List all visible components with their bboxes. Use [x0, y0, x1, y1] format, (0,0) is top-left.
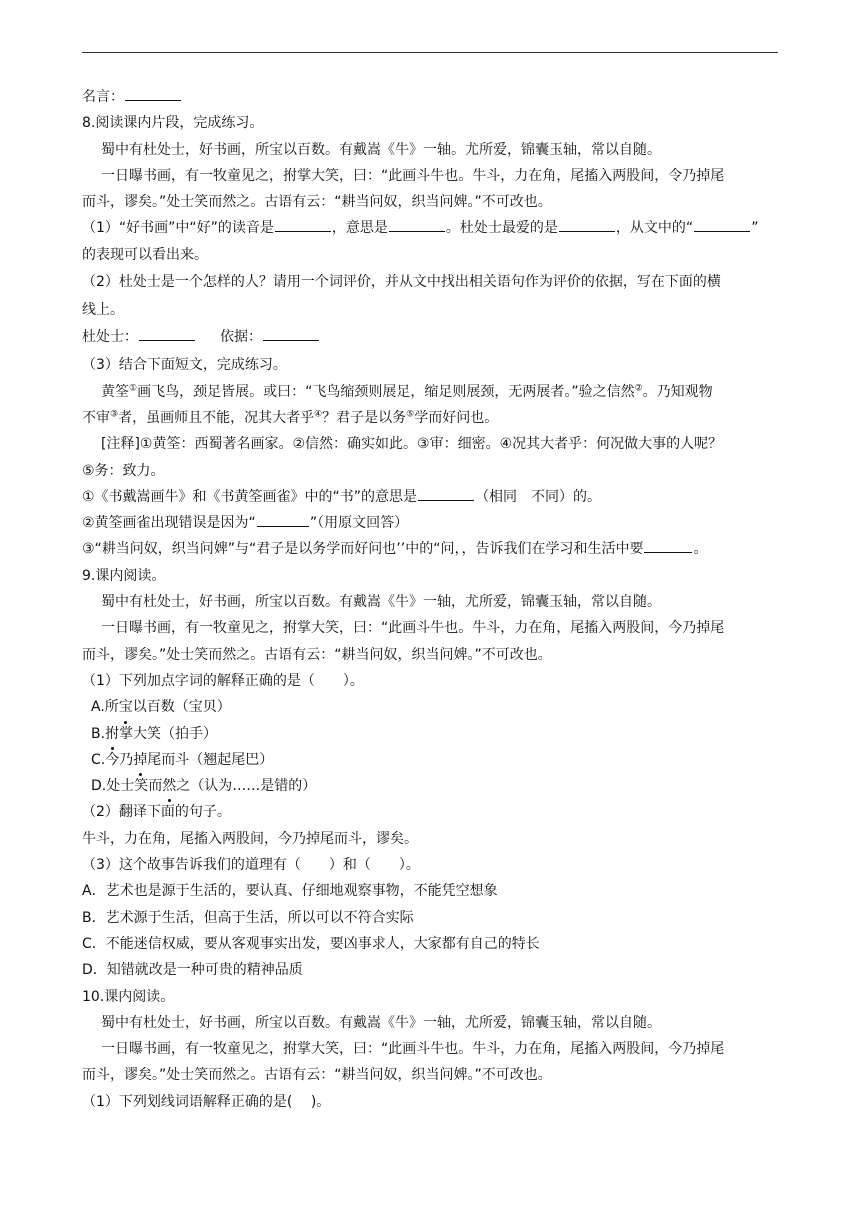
footnote-marker: ②: [634, 383, 643, 394]
option-a[interactable]: A.所宝以百数（宝贝）: [82, 694, 778, 720]
footnote-marker: ③: [110, 409, 119, 420]
answer-blank[interactable]: [263, 325, 319, 341]
footnote-marker: ①: [129, 383, 138, 394]
subquestion-2: （2）翻译下面的句子。: [82, 804, 231, 821]
dotted-char: 拊: [105, 721, 119, 747]
passage-line: 蜀中有杜处士，好书画，所宝以百数。有戴嵩《牛》一轴，尤所爱，锦囊玉轴，常以自随。: [101, 594, 661, 611]
subquestion-1-cont: 的表现可以看出来。: [82, 246, 208, 263]
dotted-char: 然: [162, 773, 176, 799]
answer-blank[interactable]: [125, 85, 181, 101]
option-b[interactable]: B．艺术源于生活，但高于生活，所以可以不符合实际: [82, 909, 414, 926]
option-d[interactable]: D．知错就改是一种可贵的精神品质: [82, 962, 303, 979]
subquestion-1: （1）下列加点字词的解释正确的是（ ）。: [82, 672, 364, 689]
answer-blank[interactable]: [559, 216, 615, 232]
question-title: 10.课内阅读。: [82, 988, 175, 1005]
dotted-char: 宝: [119, 694, 133, 720]
option-b[interactable]: B.拊掌大笑（拍手）: [82, 721, 778, 747]
subquestion-2-answers: 杜处士： 依据：: [82, 323, 778, 352]
subquestion-2: （2）杜处士是一个怎样的人？请用一个词评价，并从文中找出相关语句作为评价的依据，写在下面的横: [82, 274, 721, 291]
passage-line: 而斗，谬矣。”处士笑而然之。古语有云：“耕当问奴，织当问婢。”不可改也。: [82, 1067, 552, 1084]
question-10: [82, 984, 778, 1115]
subquestion-3-title: （3）结合下面短文，完成练习。: [82, 357, 287, 374]
dotted-char: 掉: [133, 747, 147, 773]
question-9: [82, 563, 778, 984]
sentence-to-translate: 牛斗，力在角，尾搐入两股间，今乃掉尾而斗，谬矣。: [82, 830, 418, 847]
footnote-marker: ⑤: [406, 409, 415, 420]
subquestion-1: （1）下列划线词语解释正确的是( )。: [82, 1093, 331, 1110]
answer-blank[interactable]: [275, 216, 331, 232]
answer-blank[interactable]: [257, 511, 309, 527]
subquestion-1: （1）“好书画”中“好”的读音是 ，意思是 。杜处士最爱的是 ，从文中的“ ”: [82, 215, 778, 241]
header-rule: [82, 52, 778, 53]
passage-line: 蜀中有杜处士，好书画，所宝以百数。有戴嵩《牛》一轴，尤所爱，锦囊玉轴，常以自随。: [101, 1014, 661, 1031]
passage-line: 一日曝书画，有一牧童见之，拊掌大笑，曰：“此画斗牛也。牛斗，力在角，尾搐入两股间，今乃掉尾: [101, 620, 725, 637]
item-2: ②黄筌画雀出现错误是因为“ ”（用原文回答）: [82, 510, 778, 536]
passage-line: 而斗，谬矣。”处士笑而然之。古语有云：“耕当问奴，织当问婢。”不可改也。: [82, 646, 552, 663]
answer-blank[interactable]: [418, 485, 474, 501]
answer-blank[interactable]: [694, 216, 750, 232]
answer-blank[interactable]: [389, 216, 445, 232]
worksheet-content: [82, 84, 778, 1115]
answer-blank[interactable]: [644, 537, 692, 553]
passage-line: 黄筌①画飞鸟，颈足皆展。或曰：“飞鸟缩颈则展足，缩足则展颈，无两展者。”验之信然②。乃知观物: [101, 383, 713, 400]
annotation-line: ⑤务：致力。: [82, 462, 165, 479]
option-a[interactable]: A．艺术也是源于生活的，要认真、仔细地观察事物，不能凭空想象: [82, 883, 498, 900]
option-c[interactable]: C.今乃掉尾而斗（翘起尾巴）: [82, 747, 778, 773]
question-8: [82, 110, 778, 562]
option-d[interactable]: D.处士笑而然之（认为……是错的）: [82, 773, 778, 799]
footnote-marker: ④: [314, 409, 323, 420]
prev-answer-line: 名言：: [82, 84, 778, 110]
item-3: ③“耕当问奴，织当问婢”与“君子是以务学而好问也’’中的“问，，告诉我们在学习和生活中要 。: [82, 536, 778, 562]
passage-line: 蜀中有杜处士，好书画，所宝以百数。有戴嵩《牛》一轴。尤所爱，锦囊玉轴，常以自随。: [101, 141, 661, 158]
question-title: 9.课内阅读。: [82, 567, 166, 584]
annotation-line: [注释]①黄筌：西蜀著名画家。②信然：确实如此。③审：细密。④况其大者乎：何况做大事的人呢？: [101, 436, 723, 453]
passage-line: 不审③者，虽画师且不能，况其大者乎④？君子是以务⑤学而好问也。: [82, 409, 499, 426]
question-title: 8.阅读课内片段，完成练习。: [82, 115, 264, 132]
passage-line: 一日曝书画，有一牧童见之，拊掌大笑，曰：“此画斗牛也。牛斗，力在角，尾搐入两股间，令乃掉尾: [101, 167, 725, 184]
subquestion-3: （3）这个故事告诉我们的道理有（ ）和（ ）。: [82, 857, 420, 874]
passage-line: 一日曝书画，有一牧童见之，拊掌大笑，曰：“此画斗牛也。牛斗，力在角，尾搐入两股间，今乃掉尾: [101, 1041, 725, 1058]
option-c[interactable]: C．不能迷信权威，要从客观事实出发，要凶事求人，大家都有自己的特长: [82, 935, 540, 952]
subquestion-2-cont: 线上。: [82, 302, 124, 319]
item-1: ①《书戴嵩画牛》和《书黄筌画雀》中的“书”的意思是 （相同 不同）的。: [82, 484, 778, 510]
answer-blank[interactable]: [139, 325, 195, 341]
passage-line: 而斗，谬矣。”处士笑而然之。古语有云：“耕当问奴，织当问婢。”不可改也。: [82, 194, 552, 211]
